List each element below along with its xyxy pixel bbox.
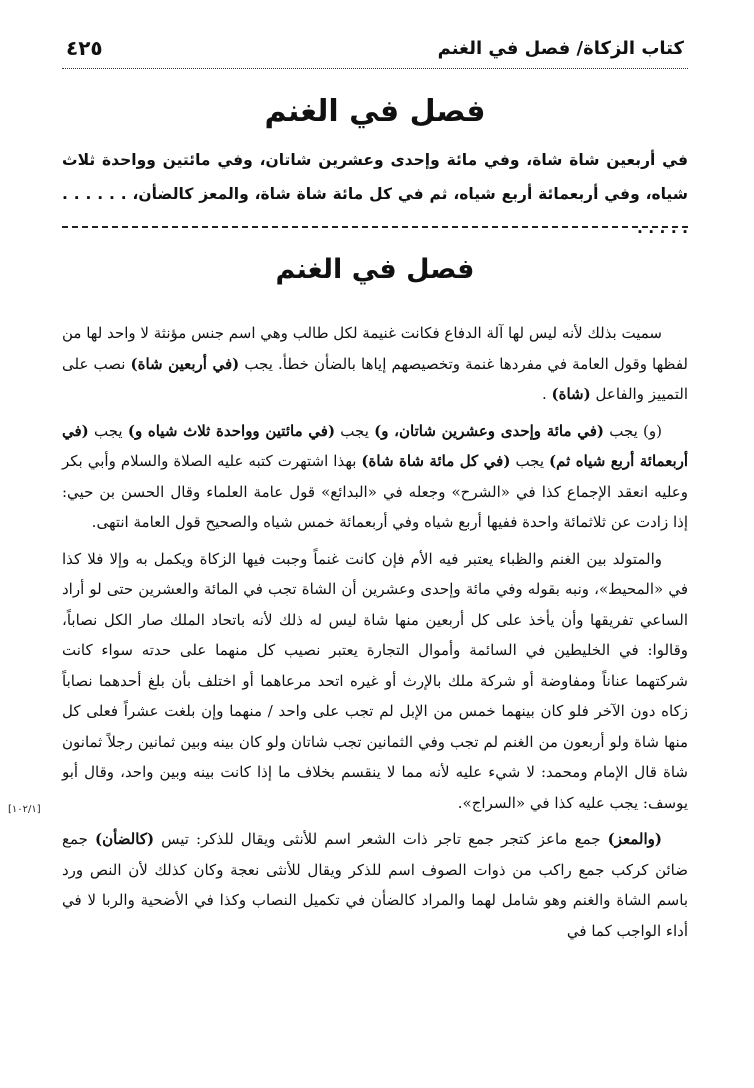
text-run: سميت بذلك لأنه ليس لها آلة الدفاع فكانت غنيمة لكل طالب وهي اسم جنس مؤنثة لا واحد لها من لفظها وقول العامة في مفردها غنمة وتخصيصهم إياها بالضأن خطأ. يجب	[62, 324, 688, 373]
paragraph-3: والمتولد بين الغنم والظباء يعتبر فيه الأم فإن كانت غنماً وجبت فيها الزكاة ويكمل به وإلا فلا كذا في «المحيط»، ونبه بقوله وفي مائة وإحدى وعشرين أن الشاة تجب في المائة والعشرين حتى لو أراد الساعي تفريقها وأن يأخذ على كل أربعين منها شاة ليس له ذلك لأنه باتحاد الملك صار الكل نصاباً، وقالوا: في الخليطين في السائمة وأموال التجارة يعتبر نصيب كل منهما على حدته سواء كانت شركتهما عناناً ومفاوضة أو شركة ملك بالإرث أو غيره اتحد مرعاهما أو اختلف بأن بلغ أحدهما نصاباً زكاه دون الآخر فلو كان بينهما خمس من الإبل لم تجب على واحد / منهما وإن بلغت عشراً فعلى كل منها شاة ولو أربعون من الغنم لم تجب وفي الثمانين تجب شاتان ولو كان بينه وبين ثمانين رجلاً ثمانون شاة قال الإمام ومحمد: لا شيء عليه لأنه مما لا ينقسم بخلاف ما إذا كانت بينه وبين واحد، وقال أبو يوسف: يجب عليه كذا في «السراج».	[62, 549, 688, 812]
commentary-body	[62, 318, 688, 946]
running-header	[62, 34, 688, 69]
matn-line-2: شياه، وفي أربعمائة أربع شياه، ثم في كل مائة شاة شاة، والمعز كالضأن	[138, 185, 688, 203]
matn-quote: (في أربعمائة أربع شياه ثم)	[62, 421, 689, 470]
matn-quote: (في أربعين شاة)	[130, 354, 240, 373]
text-run: جمع ضائن كركب جمع راكب من ذوات الصوف اسم للذكر ويقال للأنثى نعجة وكان كذلك لأن النص ورد باسم الشاة والغنم وهو شامل لهما والمراد كالضأن في تكميل النصاب وكذا في الأضحية والربا لا في أداء الواجب كما في	[62, 830, 688, 940]
text-run: يجب	[88, 421, 128, 440]
text-run: يجب	[510, 452, 550, 470]
section-divider	[62, 226, 688, 228]
paragraph-2	[62, 416, 688, 538]
text-run: نصب على التمييز والفاعل	[62, 354, 688, 403]
margin-reference: [١٠٢/١]	[8, 804, 41, 815]
matn-text	[62, 143, 688, 245]
text-run: (و) يجب	[604, 421, 663, 440]
matn-quote: (شاة)	[551, 385, 591, 403]
matn-quote: (في مائة وإحدى وعشرين شاتان، و)	[374, 421, 604, 440]
matn-dots: ، . . . . . . . . . . .	[62, 185, 688, 237]
matn-quote: (في مائتين وواحدة ثلاث شياه و)	[127, 421, 336, 440]
paragraph-4	[62, 824, 688, 946]
section-heading: فصل في الغنم	[264, 94, 486, 129]
text-run: جمع ماعز كتجر جمع تاجر ذات الشعر اسم للأنثى ويقال للذكر: تيس	[154, 830, 608, 848]
paragraph-1	[62, 318, 688, 410]
text-run: .	[541, 385, 552, 403]
commentary-heading: فصل في الغنم	[275, 254, 475, 285]
page-number: ٤٢٥	[66, 36, 103, 60]
matn-line-1: في أربعين شاة شاة، وفي مائة وإحدى وعشرين شاتان، وفي مائتين وواحدة ثلاث	[62, 151, 688, 169]
text-run: بهذا اشتهرت كتبه عليه الصلاة والسلام وأبي بكر وعليه انعقد الإجماع كذا في «الشرح» وجعله في «البدائع» قول عامة العلماء وقال الحسن بن حيي: إذا زادت عن ثلاثمائة واحدة ففيها أربع شياه وفي أربعمائة خمس شياه والصحيح قول العامة انتهى.	[62, 452, 688, 531]
text-run: يجب	[335, 421, 375, 440]
matn-quote: (كالضأن)	[94, 830, 155, 848]
matn-quote: (في كل مائة شاة شاة)	[361, 452, 511, 470]
matn-quote: (والمعز)	[607, 830, 662, 848]
header-title: كتاب الزكاة/ فصل في الغنم	[437, 38, 684, 59]
